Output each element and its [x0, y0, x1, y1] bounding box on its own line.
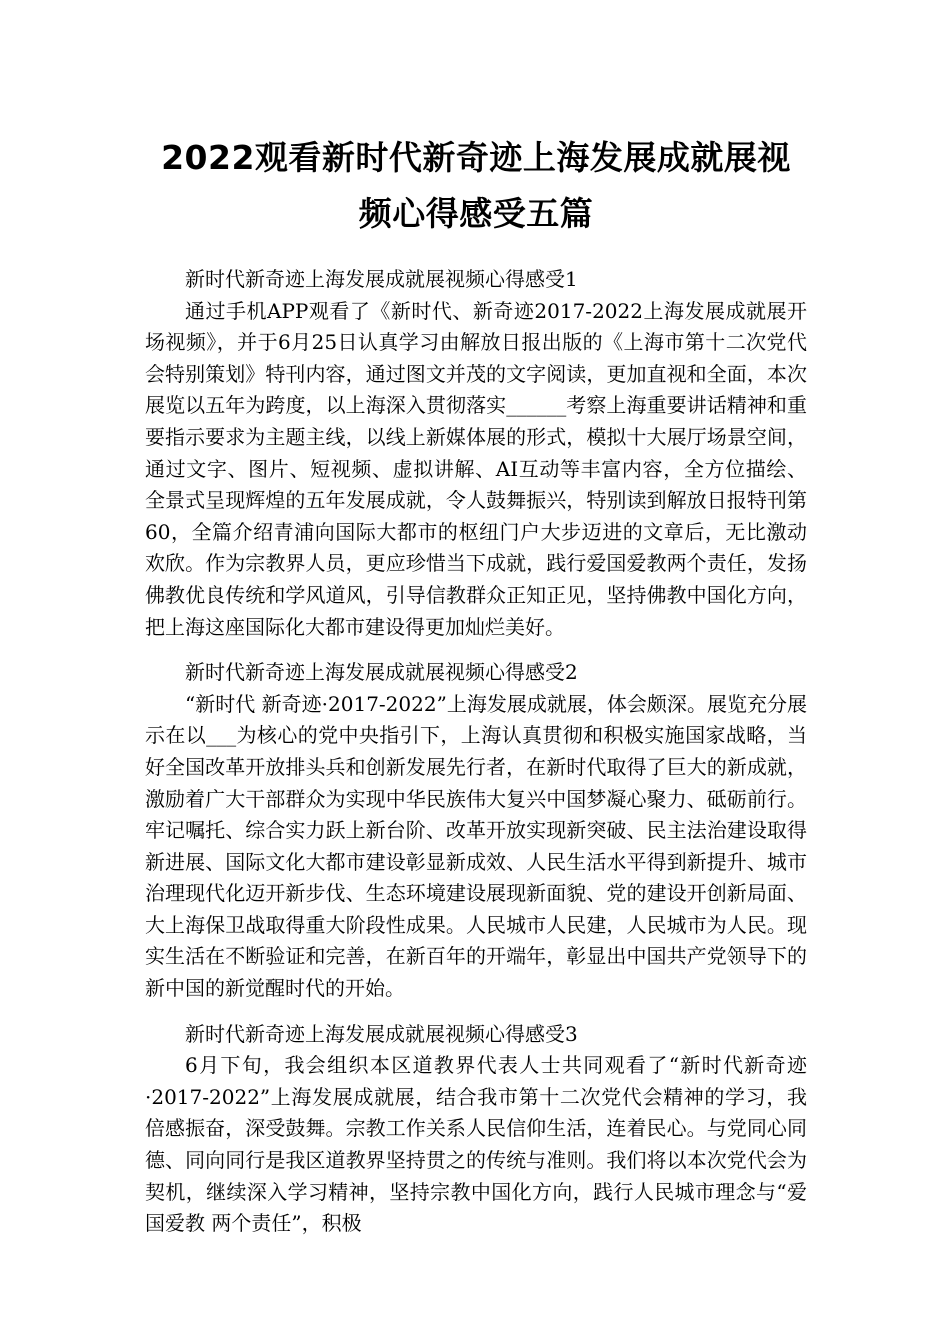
document-title: 2022观看新时代新奇迹上海发展成就展视频心得感受五篇 — [161, 138, 791, 233]
section-body: “新时代 新奇迹·2017-2022”上海发展成就展，体会颇深。展览充分展示在以___为核心的党中央指引下，上海认真贯彻和积极实施国家战略，当好全国改革开放排头兵和创新发展先行者，在新时代取得了巨大的新成就，激励着广大干部群众为实现中华民族伟大复兴中国梦凝心聚力、砥砺前行。牢记嘱托、综合实力跃上新台阶、改革开放实现新突破、民主法治建设取得新进展、国际文化大都市建设彰显新成效、人民生活水平得到新提升、城市治理现代化迈开新步伐、生态环境建设展现新面貌、党的建设开创新局面、大上海保卫战取得重大阶段性成果。人民城市人民建，人民城市为人民。现实生活在不断验证和完善，在新百年的开端年，彰显出中国共产党领导下的新中国的新觉醒时代的开始。 — [145, 691, 807, 1001]
section-heading: 新时代新奇迹上海发展成就展视频心得感受3 — [185, 1021, 578, 1046]
section-heading: 新时代新奇迹上海发展成就展视频心得感受1 — [185, 267, 578, 291]
section-3 — [145, 1019, 807, 1240]
section-2 — [145, 657, 807, 1005]
section-1 — [145, 264, 807, 643]
section-body: 6月下旬，我会组织本区道教界代表人士共同观看了“新时代新奇迹·2017-2022”上海发展成就展，结合我市第十二次党代会精神的学习，我倍感振奋，深受鼓舞。宗教工作关系人民信仰生活，连着民心。与党同心同德、同向同行是我区道教界坚持贯之的传统与准则。我们将以本次党代会为契机，继续深入学习精神，坚持宗教中国化方向，践行人民城市理念与“爱国爱教 两个责任”，积极 — [145, 1053, 807, 1236]
section-heading: 新时代新奇迹上海发展成就展视频心得感受2 — [185, 660, 578, 685]
section-body: 通过手机APP观看了《新时代、新奇迹2017-2022上海发展成就展开场视频》，并于6月25日认真学习由解放日报出版的《上海市第十二次党代会特别策划》特刊内容，通过图文并茂的文字阅读，更加直视和全面，本次展览以五年为跨度，以上海深入贯彻落实______考察上海重要讲话精神和重要指示要求为主题主线，以线上新媒体展的形式，模拟十大展厅场景空间，通过文字、图片、短视频、虚拟讲解、AI互动等丰富内容，全方位描绘、全景式呈现辉煌的五年发展成就，令人鼓舞振兴，特别读到解放日报特刊第60，全篇介绍青浦向国际大都市的枢纽门户大步迈进的文章后，无比激动欢欣。作为宗教界人员，更应珍惜当下成就，践行爱国爱教两个责任，发扬佛教优良传统和学风道风，引导信教群众正知正见，坚持佛教中国化方向，把上海这座国际化大都市建设得更加灿烂美好。 — [145, 298, 807, 639]
document-page — [145, 130, 807, 1254]
